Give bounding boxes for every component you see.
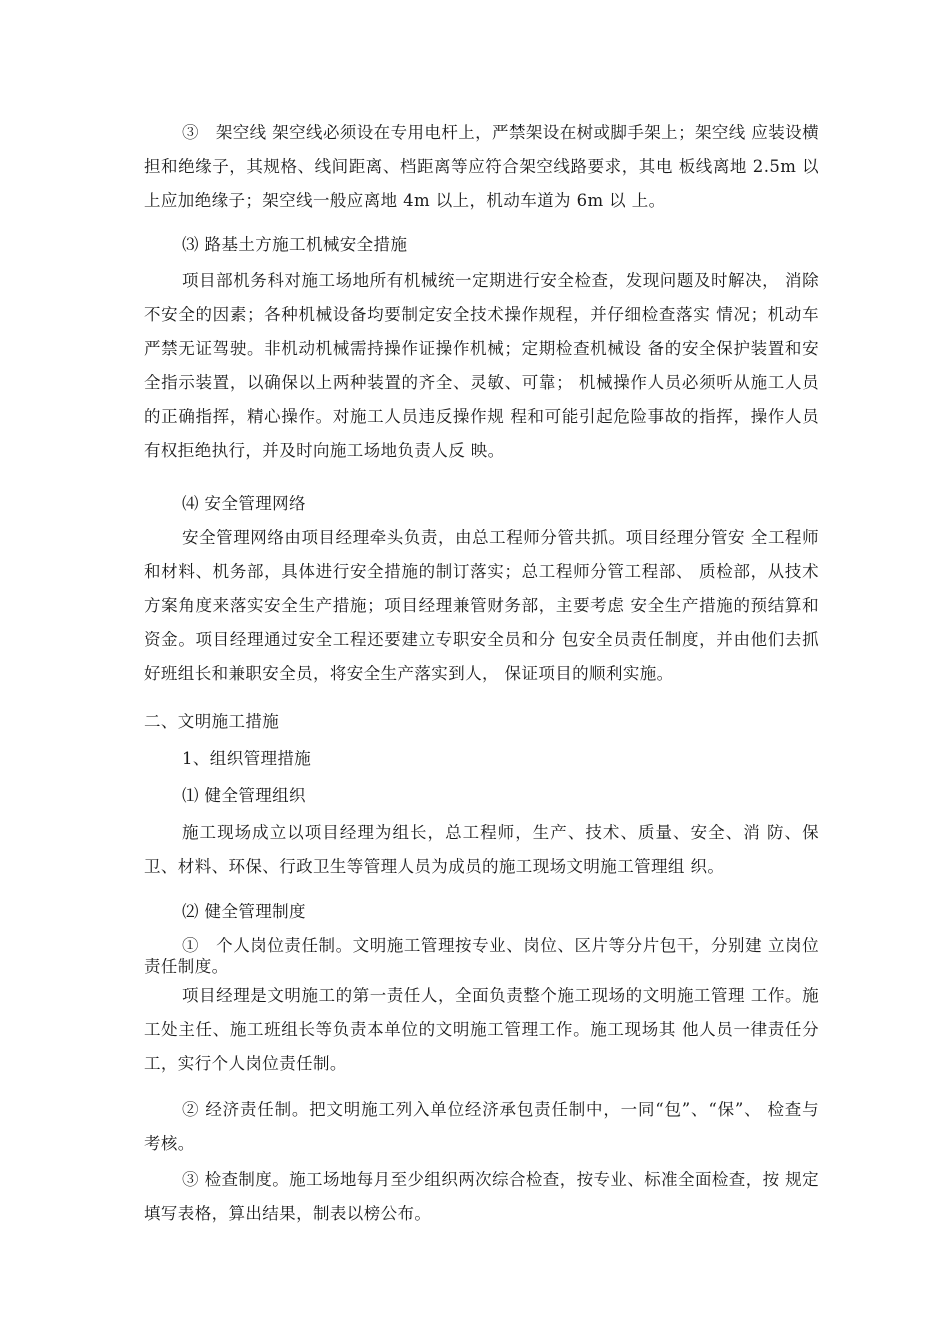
paragraph-economic-responsibility: ② 经济责任制。把文明施工列入单位经济承包责任制中，一同“包”、“保”、 检查与考核。 [144,1100,819,1153]
paragraph-project-manager-responsibility: 项目经理是文明施工的第一责任人，全面负责整个施工现场的文明施工管理 工作。施工处主任、施工班组长等负责本单位的文明施工管理工作。施工现场其 他人员一律责任分工，实行个人岗位责任制。 [144,986,819,1073]
paragraph-safety-network: 安全管理网络由项目经理牵头负责，由总工程师分管共抓。项目经理分管安 全工程师和材料、机务部，具体进行安全措施的制订落实；总工程师分管工程部、 质检部，从技术方案角度来落实安全生产措施；项目经理兼管财务部，主要考虑 安全生产措施的预结算和资金。项目经理通过安全工程还要建立专职安全员和分 包安全员责任制度，并由他们去抓好班组长和兼职安全员，将安全生产落实到人， 保证项目的顺利实施。 [144,528,819,683]
paragraph-post-responsibility: ① 个人岗位责任制。文明施工管理按专业、岗位、区片等分片包干，分别建 立岗位责任制度。 [144,936,819,976]
heading-organization-measures: 1、组织管理措施 [182,749,312,768]
heading-management-organization: ⑴ 健全管理组织 [182,786,306,805]
paragraph-overhead-lines: ③ 架空线 架空线必须设在专用电杆上，严禁架设在树或脚手架上；架空线 应装设横担和绝缘子，其规格、线间距离、档距离等应符合架空线路要求，其电 板线离地 2.5m 以上应加绝缘子；架空线一般应离地 4m 以上，机动车道为 6m 以 上。 [144,123,819,210]
paragraph-management-organization: 施工现场成立以项目经理为组长，总工程师，生产、技术、质量、安全、消 防、保卫、材料、环保、行政卫生等管理人员为成员的施工现场文明施工管理组 织。 [144,823,819,876]
paragraph-machinery-safety: 项目部机务科对施工场地所有机械统一定期进行安全检查，发现问题及时解决， 消除不安全的因素；各种机械设备均要制定安全技术操作规程，并仔细检查落实 情况；机动车严禁无证驾驶。非机动机械需持操作证操作机械；定期检查机械设 备的安全保护装置和安全指示装置，以确保以上两种装置的齐全、灵敏、可靠； 机械操作人员必须听从施工人员的正确指挥，精心操作。对施工人员违反操作规 程和可能引起危险事故的指挥，操作人员有权拒绝执行，并及时向施工场地负责人反 映。 [144,271,819,460]
heading-civilized-construction: 二、文明施工措施 [144,712,280,731]
heading-management-system: ⑵ 健全管理制度 [182,902,306,921]
paragraph-inspection-system: ③ 检查制度。施工场地每月至少组织两次综合检查，按专业、标准全面检查，按 规定填写表格，算出结果，制表以榜公布。 [144,1170,819,1223]
heading-earthwork-machinery-safety: ⑶ 路基土方施工机械安全措施 [182,235,408,254]
heading-safety-network: ⑷ 安全管理网络 [182,494,306,513]
